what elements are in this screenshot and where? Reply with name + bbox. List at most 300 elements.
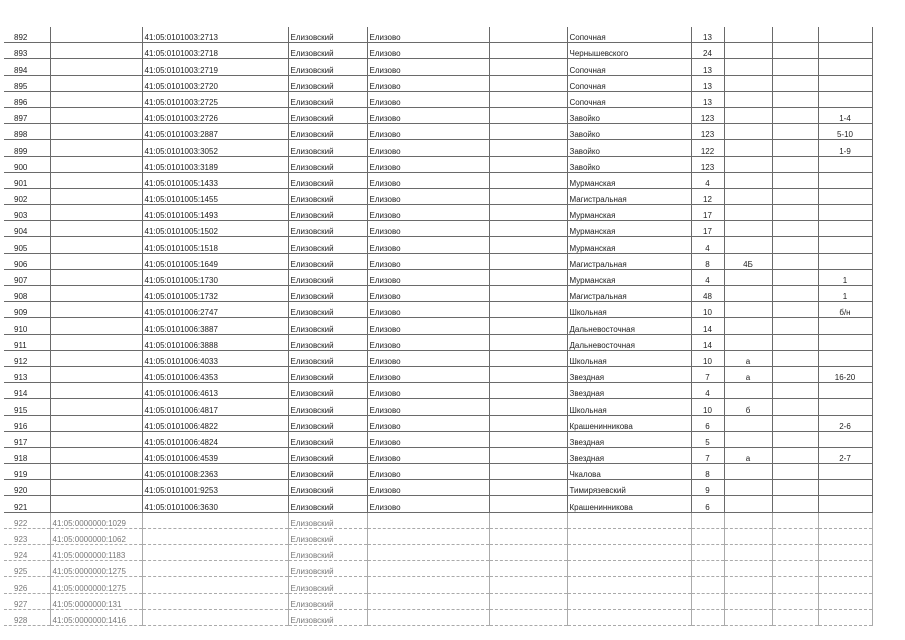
apartment-range-cell bbox=[818, 91, 872, 107]
cadastral-number-quarter-cell bbox=[50, 318, 142, 334]
building-letter-cell bbox=[724, 593, 772, 609]
district-cell: Елизовский bbox=[288, 205, 367, 221]
street-cell: Школьная bbox=[567, 302, 691, 318]
district-cell: Елизовский bbox=[288, 286, 367, 302]
building-letter-cell bbox=[724, 91, 772, 107]
cadastral-number-cell: 41:05:0101005:1732 bbox=[142, 286, 288, 302]
table-row bbox=[4, 545, 872, 561]
extra-column-cell bbox=[772, 577, 818, 593]
apartment-range-cell bbox=[818, 545, 872, 561]
cadastral-number-cell: 41:05:0101006:4613 bbox=[142, 383, 288, 399]
settlement-cell bbox=[367, 577, 489, 593]
cadastral-number-quarter-cell bbox=[50, 334, 142, 350]
building-letter-cell bbox=[724, 334, 772, 350]
street-cell: Завойко bbox=[567, 124, 691, 140]
row-number-cell: 921 bbox=[4, 496, 50, 512]
apartment-range-cell bbox=[818, 464, 872, 480]
table-row bbox=[4, 27, 872, 43]
street-cell: Школьная bbox=[567, 350, 691, 366]
cadastral-number-quarter-cell bbox=[50, 172, 142, 188]
row-number-cell: 912 bbox=[4, 350, 50, 366]
cadastral-number-quarter-cell bbox=[50, 27, 142, 43]
district-cell: Елизовский bbox=[288, 27, 367, 43]
district-cell: Елизовский bbox=[288, 156, 367, 172]
locality-extra-cell bbox=[489, 496, 567, 512]
building-letter-cell: 4Б bbox=[724, 253, 772, 269]
street-cell: Магистральная bbox=[567, 253, 691, 269]
district-cell: Елизовский bbox=[288, 107, 367, 123]
street-cell: Звездная bbox=[567, 383, 691, 399]
apartment-range-cell bbox=[818, 27, 872, 43]
extra-column-cell bbox=[772, 528, 818, 544]
building-letter-cell bbox=[724, 27, 772, 43]
apartment-range-cell: 2-7 bbox=[818, 447, 872, 463]
table-row bbox=[4, 496, 872, 512]
locality-extra-cell bbox=[489, 593, 567, 609]
cadastral-number-cell: 41:05:0101006:4824 bbox=[142, 431, 288, 447]
settlement-cell: Елизово bbox=[367, 415, 489, 431]
table-row bbox=[4, 43, 872, 59]
apartment-range-cell bbox=[818, 528, 872, 544]
cadastral-number-cell: 41:05:0101005:1455 bbox=[142, 188, 288, 204]
cadastral-number-quarter-cell bbox=[50, 75, 142, 91]
table-row bbox=[4, 124, 872, 140]
cadastral-number-cell: 41:05:0101006:3630 bbox=[142, 496, 288, 512]
street-cell: Мурманская bbox=[567, 269, 691, 285]
cadastral-number-quarter-cell: 41:05:0000000:131 bbox=[50, 593, 142, 609]
cadastral-number-cell: 41:05:0101003:2720 bbox=[142, 75, 288, 91]
street-cell: Магистральная bbox=[567, 286, 691, 302]
table-row bbox=[4, 75, 872, 91]
district-cell: Елизовский bbox=[288, 188, 367, 204]
settlement-cell bbox=[367, 545, 489, 561]
street-cell: Завойко bbox=[567, 156, 691, 172]
settlement-cell: Елизово bbox=[367, 318, 489, 334]
row-number-cell: 918 bbox=[4, 447, 50, 463]
district-cell: Елизовский bbox=[288, 91, 367, 107]
row-number-cell: 903 bbox=[4, 205, 50, 221]
apartment-range-cell bbox=[818, 480, 872, 496]
house-number-cell bbox=[691, 577, 724, 593]
extra-column-cell bbox=[772, 269, 818, 285]
cadastral-number-quarter-cell bbox=[50, 447, 142, 463]
street-cell: Чкалова bbox=[567, 464, 691, 480]
cadastral-number-cell: 41:05:0101006:2747 bbox=[142, 302, 288, 318]
extra-column-cell bbox=[772, 496, 818, 512]
cadastral-number-cell: 41:05:0101003:2887 bbox=[142, 124, 288, 140]
extra-column-cell bbox=[772, 447, 818, 463]
district-cell: Елизовский bbox=[288, 609, 367, 625]
building-letter-cell bbox=[724, 512, 772, 528]
district-cell: Елизовский bbox=[288, 366, 367, 382]
row-number-cell: 898 bbox=[4, 124, 50, 140]
property-register-table bbox=[4, 27, 873, 626]
settlement-cell: Елизово bbox=[367, 269, 489, 285]
apartment-range-cell: 1 bbox=[818, 286, 872, 302]
extra-column-cell bbox=[772, 205, 818, 221]
locality-extra-cell bbox=[489, 221, 567, 237]
extra-column-cell bbox=[772, 172, 818, 188]
street-cell: Завойко bbox=[567, 140, 691, 156]
cadastral-number-quarter-cell bbox=[50, 221, 142, 237]
cadastral-number-cell: 41:05:0101005:1649 bbox=[142, 253, 288, 269]
cadastral-number-quarter-cell bbox=[50, 350, 142, 366]
house-number-cell bbox=[691, 545, 724, 561]
extra-column-cell bbox=[772, 43, 818, 59]
building-letter-cell bbox=[724, 124, 772, 140]
locality-extra-cell bbox=[489, 302, 567, 318]
locality-extra-cell bbox=[489, 415, 567, 431]
settlement-cell: Елизово bbox=[367, 188, 489, 204]
building-letter-cell bbox=[724, 415, 772, 431]
settlement-cell: Елизово bbox=[367, 447, 489, 463]
building-letter-cell bbox=[724, 431, 772, 447]
row-number-cell: 893 bbox=[4, 43, 50, 59]
district-cell: Елизовский bbox=[288, 302, 367, 318]
district-cell: Елизовский bbox=[288, 415, 367, 431]
table-row bbox=[4, 593, 872, 609]
district-cell: Елизовский bbox=[288, 496, 367, 512]
table-row bbox=[4, 609, 872, 625]
locality-extra-cell bbox=[489, 431, 567, 447]
apartment-range-cell bbox=[818, 383, 872, 399]
street-cell: Мурманская bbox=[567, 205, 691, 221]
table-row bbox=[4, 399, 872, 415]
apartment-range-cell: 1-9 bbox=[818, 140, 872, 156]
street-cell: Сопочная bbox=[567, 59, 691, 75]
house-number-cell: 123 bbox=[691, 156, 724, 172]
district-cell: Елизовский bbox=[288, 545, 367, 561]
house-number-cell: 6 bbox=[691, 496, 724, 512]
cadastral-number-cell bbox=[142, 609, 288, 625]
cadastral-number-cell: 41:05:0101003:2726 bbox=[142, 107, 288, 123]
building-letter-cell bbox=[724, 464, 772, 480]
house-number-cell: 10 bbox=[691, 350, 724, 366]
row-number-cell: 900 bbox=[4, 156, 50, 172]
cadastral-number-quarter-cell bbox=[50, 415, 142, 431]
cadastral-number-quarter-cell bbox=[50, 366, 142, 382]
settlement-cell: Елизово bbox=[367, 205, 489, 221]
cadastral-number-cell bbox=[142, 545, 288, 561]
street-cell: Тимирязевский bbox=[567, 480, 691, 496]
table-row bbox=[4, 366, 872, 382]
table-row bbox=[4, 577, 872, 593]
settlement-cell bbox=[367, 512, 489, 528]
street-cell: Крашенинникова bbox=[567, 496, 691, 512]
settlement-cell: Елизово bbox=[367, 107, 489, 123]
apartment-range-cell bbox=[818, 237, 872, 253]
locality-extra-cell bbox=[489, 318, 567, 334]
building-letter-cell bbox=[724, 302, 772, 318]
building-letter-cell bbox=[724, 318, 772, 334]
building-letter-cell bbox=[724, 107, 772, 123]
apartment-range-cell bbox=[818, 43, 872, 59]
extra-column-cell bbox=[772, 431, 818, 447]
cadastral-number-cell: 41:05:0101008:2363 bbox=[142, 464, 288, 480]
street-cell: Звездная bbox=[567, 447, 691, 463]
apartment-range-cell bbox=[818, 334, 872, 350]
house-number-cell: 24 bbox=[691, 43, 724, 59]
house-number-cell: 13 bbox=[691, 91, 724, 107]
row-number-cell: 901 bbox=[4, 172, 50, 188]
street-cell: Сопочная bbox=[567, 75, 691, 91]
row-number-cell: 928 bbox=[4, 609, 50, 625]
apartment-range-cell: 1 bbox=[818, 269, 872, 285]
district-cell: Елизовский bbox=[288, 528, 367, 544]
house-number-cell: 14 bbox=[691, 318, 724, 334]
locality-extra-cell bbox=[489, 350, 567, 366]
cadastral-number-quarter-cell bbox=[50, 43, 142, 59]
locality-extra-cell bbox=[489, 545, 567, 561]
row-number-cell: 911 bbox=[4, 334, 50, 350]
apartment-range-cell bbox=[818, 59, 872, 75]
locality-extra-cell bbox=[489, 172, 567, 188]
row-number-cell: 899 bbox=[4, 140, 50, 156]
apartment-range-cell: 5-10 bbox=[818, 124, 872, 140]
cadastral-number-cell: 41:05:0101005:1493 bbox=[142, 205, 288, 221]
apartment-range-cell bbox=[818, 399, 872, 415]
cadastral-number-cell bbox=[142, 577, 288, 593]
table-row bbox=[4, 318, 872, 334]
house-number-cell: 123 bbox=[691, 107, 724, 123]
settlement-cell: Елизово bbox=[367, 75, 489, 91]
building-letter-cell bbox=[724, 156, 772, 172]
row-number-cell: 925 bbox=[4, 561, 50, 577]
settlement-cell: Елизово bbox=[367, 27, 489, 43]
district-cell: Елизовский bbox=[288, 561, 367, 577]
apartment-range-cell bbox=[818, 205, 872, 221]
apartment-range-cell bbox=[818, 512, 872, 528]
house-number-cell: 10 bbox=[691, 302, 724, 318]
street-cell bbox=[567, 577, 691, 593]
extra-column-cell bbox=[772, 561, 818, 577]
cadastral-number-cell: 41:05:0101006:4817 bbox=[142, 399, 288, 415]
settlement-cell: Елизово bbox=[367, 172, 489, 188]
locality-extra-cell bbox=[489, 188, 567, 204]
locality-extra-cell bbox=[489, 59, 567, 75]
extra-column-cell bbox=[772, 237, 818, 253]
table-row bbox=[4, 512, 872, 528]
apartment-range-cell: б/н bbox=[818, 302, 872, 318]
cadastral-number-cell: 41:05:0101005:1730 bbox=[142, 269, 288, 285]
cadastral-number-cell: 41:05:0101003:2719 bbox=[142, 59, 288, 75]
apartment-range-cell: 2-6 bbox=[818, 415, 872, 431]
extra-column-cell bbox=[772, 188, 818, 204]
district-cell: Елизовский bbox=[288, 480, 367, 496]
district-cell: Елизовский bbox=[288, 593, 367, 609]
locality-extra-cell bbox=[489, 480, 567, 496]
locality-extra-cell bbox=[489, 75, 567, 91]
cadastral-number-cell: 41:05:0101006:4539 bbox=[142, 447, 288, 463]
row-number-cell: 920 bbox=[4, 480, 50, 496]
extra-column-cell bbox=[772, 480, 818, 496]
extra-column-cell bbox=[772, 318, 818, 334]
cadastral-number-cell: 41:05:0101003:2725 bbox=[142, 91, 288, 107]
settlement-cell: Елизово bbox=[367, 496, 489, 512]
house-number-cell: 12 bbox=[691, 188, 724, 204]
street-cell bbox=[567, 593, 691, 609]
table-row bbox=[4, 383, 872, 399]
locality-extra-cell bbox=[489, 528, 567, 544]
house-number-cell: 4 bbox=[691, 269, 724, 285]
row-number-cell: 927 bbox=[4, 593, 50, 609]
extra-column-cell bbox=[772, 464, 818, 480]
extra-column-cell bbox=[772, 156, 818, 172]
house-number-cell: 6 bbox=[691, 415, 724, 431]
row-number-cell: 917 bbox=[4, 431, 50, 447]
district-cell: Елизовский bbox=[288, 512, 367, 528]
settlement-cell: Елизово bbox=[367, 124, 489, 140]
cadastral-number-cell bbox=[142, 528, 288, 544]
apartment-range-cell bbox=[818, 318, 872, 334]
row-number-cell: 926 bbox=[4, 577, 50, 593]
apartment-range-cell bbox=[818, 431, 872, 447]
cadastral-number-cell bbox=[142, 512, 288, 528]
district-cell: Елизовский bbox=[288, 253, 367, 269]
table-row bbox=[4, 464, 872, 480]
house-number-cell: 5 bbox=[691, 431, 724, 447]
cadastral-number-quarter-cell bbox=[50, 383, 142, 399]
cadastral-number-quarter-cell: 41:05:0000000:1183 bbox=[50, 545, 142, 561]
house-number-cell: 10 bbox=[691, 399, 724, 415]
settlement-cell: Елизово bbox=[367, 91, 489, 107]
cadastral-number-quarter-cell: 41:05:0000000:1275 bbox=[50, 561, 142, 577]
row-number-cell: 910 bbox=[4, 318, 50, 334]
building-letter-cell bbox=[724, 172, 772, 188]
settlement-cell: Елизово bbox=[367, 464, 489, 480]
house-number-cell: 13 bbox=[691, 59, 724, 75]
cadastral-number-quarter-cell bbox=[50, 399, 142, 415]
row-number-cell: 905 bbox=[4, 237, 50, 253]
table-row bbox=[4, 431, 872, 447]
locality-extra-cell bbox=[489, 91, 567, 107]
cadastral-number-cell: 41:05:0101005:1433 bbox=[142, 172, 288, 188]
district-cell: Елизовский bbox=[288, 431, 367, 447]
settlement-cell: Елизово bbox=[367, 43, 489, 59]
extra-column-cell bbox=[772, 27, 818, 43]
table-row bbox=[4, 269, 872, 285]
building-letter-cell bbox=[724, 221, 772, 237]
apartment-range-cell bbox=[818, 496, 872, 512]
cadastral-number-quarter-cell bbox=[50, 464, 142, 480]
table-row bbox=[4, 140, 872, 156]
district-cell: Елизовский bbox=[288, 43, 367, 59]
cadastral-number-quarter-cell bbox=[50, 237, 142, 253]
cadastral-number-quarter-cell bbox=[50, 431, 142, 447]
row-number-cell: 902 bbox=[4, 188, 50, 204]
district-cell: Елизовский bbox=[288, 334, 367, 350]
table-row bbox=[4, 221, 872, 237]
district-cell: Елизовский bbox=[288, 318, 367, 334]
street-cell bbox=[567, 528, 691, 544]
locality-extra-cell bbox=[489, 609, 567, 625]
settlement-cell: Елизово bbox=[367, 253, 489, 269]
house-number-cell: 123 bbox=[691, 124, 724, 140]
district-cell: Елизовский bbox=[288, 464, 367, 480]
cadastral-number-quarter-cell bbox=[50, 253, 142, 269]
extra-column-cell bbox=[772, 75, 818, 91]
building-letter-cell: б bbox=[724, 399, 772, 415]
cadastral-number-quarter-cell bbox=[50, 480, 142, 496]
building-letter-cell bbox=[724, 528, 772, 544]
house-number-cell: 9 bbox=[691, 480, 724, 496]
extra-column-cell bbox=[772, 512, 818, 528]
cadastral-number-cell: 41:05:0101005:1518 bbox=[142, 237, 288, 253]
locality-extra-cell bbox=[489, 286, 567, 302]
cadastral-number-cell: 41:05:0101001:9253 bbox=[142, 480, 288, 496]
locality-extra-cell bbox=[489, 43, 567, 59]
cadastral-number-cell: 41:05:0101003:3189 bbox=[142, 156, 288, 172]
settlement-cell: Елизово bbox=[367, 334, 489, 350]
locality-extra-cell bbox=[489, 205, 567, 221]
district-cell: Елизовский bbox=[288, 269, 367, 285]
cadastral-number-cell bbox=[142, 561, 288, 577]
apartment-range-cell bbox=[818, 75, 872, 91]
extra-column-cell bbox=[772, 415, 818, 431]
table-row bbox=[4, 172, 872, 188]
building-letter-cell bbox=[724, 269, 772, 285]
cadastral-number-quarter-cell: 41:05:0000000:1062 bbox=[50, 528, 142, 544]
building-letter-cell bbox=[724, 383, 772, 399]
row-number-cell: 892 bbox=[4, 27, 50, 43]
house-number-cell bbox=[691, 609, 724, 625]
row-number-cell: 908 bbox=[4, 286, 50, 302]
table-row bbox=[4, 205, 872, 221]
cadastral-number-cell: 41:05:0101003:2718 bbox=[142, 43, 288, 59]
settlement-cell: Елизово bbox=[367, 237, 489, 253]
cadastral-number-quarter-cell bbox=[50, 269, 142, 285]
cadastral-number-quarter-cell bbox=[50, 496, 142, 512]
row-number-cell: 909 bbox=[4, 302, 50, 318]
street-cell: Мурманская bbox=[567, 221, 691, 237]
cadastral-number-quarter-cell bbox=[50, 91, 142, 107]
building-letter-cell bbox=[724, 43, 772, 59]
building-letter-cell bbox=[724, 140, 772, 156]
cadastral-number-quarter-cell: 41:05:0000000:1275 bbox=[50, 577, 142, 593]
street-cell: Завойко bbox=[567, 107, 691, 123]
extra-column-cell bbox=[772, 350, 818, 366]
district-cell: Елизовский bbox=[288, 383, 367, 399]
settlement-cell bbox=[367, 609, 489, 625]
locality-extra-cell bbox=[489, 269, 567, 285]
table-row bbox=[4, 253, 872, 269]
street-cell: Мурманская bbox=[567, 172, 691, 188]
settlement-cell: Елизово bbox=[367, 431, 489, 447]
house-number-cell bbox=[691, 528, 724, 544]
house-number-cell: 17 bbox=[691, 221, 724, 237]
table-row bbox=[4, 59, 872, 75]
apartment-range-cell bbox=[818, 577, 872, 593]
apartment-range-cell bbox=[818, 172, 872, 188]
locality-extra-cell bbox=[489, 253, 567, 269]
street-cell: Звездная bbox=[567, 366, 691, 382]
district-cell: Елизовский bbox=[288, 350, 367, 366]
row-number-cell: 916 bbox=[4, 415, 50, 431]
settlement-cell bbox=[367, 561, 489, 577]
row-number-cell: 895 bbox=[4, 75, 50, 91]
extra-column-cell bbox=[772, 609, 818, 625]
cadastral-number-quarter-cell bbox=[50, 140, 142, 156]
cadastral-number-quarter-cell bbox=[50, 188, 142, 204]
cadastral-number-quarter-cell bbox=[50, 205, 142, 221]
street-cell bbox=[567, 545, 691, 561]
row-number-cell: 904 bbox=[4, 221, 50, 237]
cadastral-number-cell bbox=[142, 593, 288, 609]
street-cell: Звездная bbox=[567, 431, 691, 447]
street-cell bbox=[567, 561, 691, 577]
locality-extra-cell bbox=[489, 512, 567, 528]
table-row bbox=[4, 237, 872, 253]
